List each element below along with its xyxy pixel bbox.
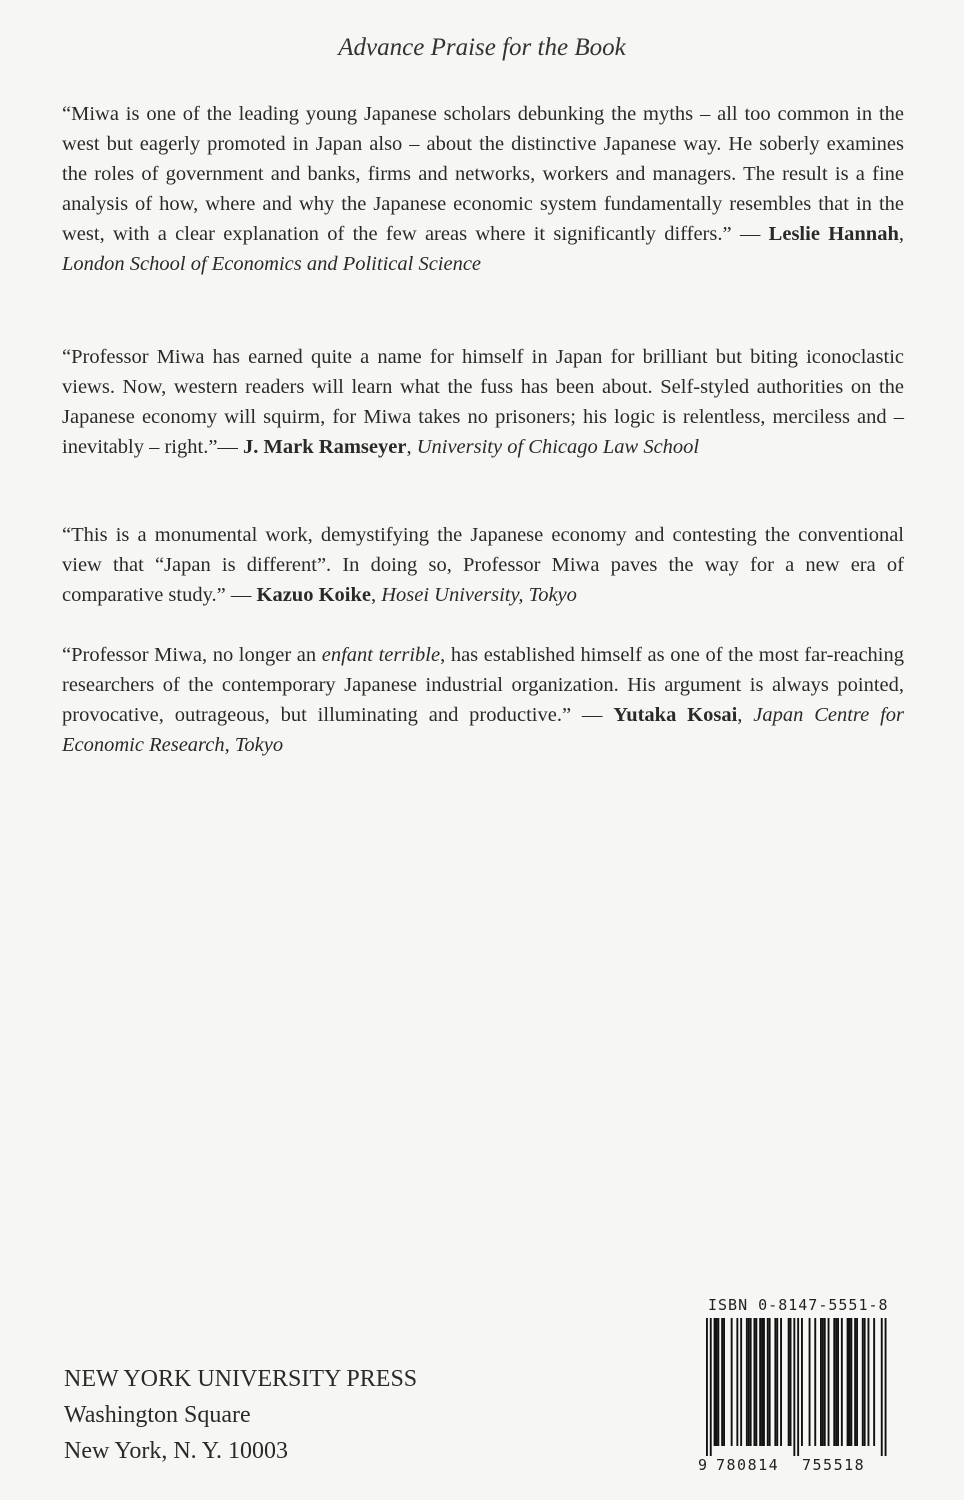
barcode-bar bbox=[721, 1318, 723, 1446]
barcode-bar bbox=[740, 1318, 742, 1446]
praise-quote-4 bbox=[62, 640, 904, 760]
quote-author: Leslie Hannah bbox=[768, 223, 899, 245]
quote-text: “Professor Miwa has earned quite a name for himself in Japan for brilliant but biting iconoclastic views. Now, western readers will learn what the fuss has been about. Self-styled authorities on the Japanese economy will squirm, for Miwa takes no prisoners; his logic is relentless, merciless and – inevitably – right.”— bbox=[62, 346, 904, 458]
praise-quote-3 bbox=[62, 520, 904, 610]
publisher-address-line1: Washington Square bbox=[64, 1402, 251, 1428]
quote-affiliation: University of Chicago Law School bbox=[416, 436, 700, 458]
barcode-bar bbox=[769, 1318, 771, 1446]
quote-text: , has established himself as one of the most far-reaching researchers of the contemporary Japanese industrial organization. His argument is always pointed, provocative, outrageous, but illuminating and productive.” — bbox=[62, 644, 904, 726]
barcode-bar bbox=[868, 1318, 870, 1446]
barcode-bar bbox=[833, 1318, 835, 1446]
quote-separator: , bbox=[406, 436, 417, 458]
barcode-bar bbox=[776, 1318, 778, 1446]
barcode-bar bbox=[856, 1318, 858, 1446]
barcode-bar bbox=[864, 1318, 866, 1446]
praise-quote-2 bbox=[62, 342, 904, 462]
barcode-bar bbox=[723, 1318, 725, 1446]
praise-quote-1 bbox=[62, 99, 904, 279]
barcode-bar bbox=[824, 1318, 826, 1446]
barcode-guard-bar bbox=[885, 1318, 887, 1456]
barcode-bars bbox=[696, 1318, 896, 1458]
barcode-bar bbox=[862, 1318, 864, 1446]
barcode-bar bbox=[767, 1318, 769, 1446]
quote-affiliation: Japan Centre for Economic Research, Tokyo bbox=[62, 704, 904, 756]
barcode-bar bbox=[716, 1318, 718, 1446]
isbn-label: ISBN 0-8147-5551-8 bbox=[708, 1296, 889, 1314]
barcode-guard-bar bbox=[793, 1318, 795, 1456]
barcode-bar bbox=[822, 1318, 824, 1446]
barcode-bar bbox=[755, 1318, 757, 1446]
barcode-guard-bar bbox=[706, 1318, 708, 1456]
barcode-bar bbox=[873, 1318, 875, 1446]
barcode-bar bbox=[759, 1318, 761, 1446]
barcode-bar bbox=[809, 1318, 811, 1446]
barcode-guard-bar bbox=[797, 1318, 799, 1456]
quote-emphasis: enfant terrible bbox=[321, 644, 441, 666]
barcode-bar bbox=[790, 1318, 792, 1446]
barcode-bar bbox=[731, 1318, 733, 1446]
barcode-bar bbox=[746, 1318, 748, 1446]
barcode-bar bbox=[788, 1318, 790, 1446]
barcode-lead-digit: 9 bbox=[698, 1456, 709, 1474]
quote-text-pre: “Professor Miwa, no longer an bbox=[62, 644, 322, 666]
barcode-left-digits: 780814 bbox=[716, 1456, 780, 1474]
barcode-bar bbox=[850, 1318, 852, 1446]
barcode-bar bbox=[820, 1318, 822, 1446]
barcode-bar bbox=[717, 1318, 719, 1446]
quote-separator: , bbox=[737, 704, 754, 726]
barcode-bar bbox=[849, 1318, 851, 1446]
barcode-bar bbox=[761, 1318, 763, 1446]
quote-affiliation: London School of Economics and Political Science bbox=[62, 253, 482, 275]
quote-affiliation: Hosei University, Tokyo bbox=[381, 584, 577, 606]
barcode-bar bbox=[801, 1318, 803, 1446]
quote-separator: , bbox=[898, 223, 904, 245]
quote-text: “This is a monumental work, demystifying the Japanese economy and contesting the conventional view that “Japan is different”. In doing so, Professor Miwa paves the way for a new era of comparative study.” — bbox=[62, 524, 904, 606]
publisher-address-line2: New York, N. Y. 10003 bbox=[64, 1438, 289, 1464]
barcode-right-digits: 755518 bbox=[802, 1456, 866, 1474]
quote-separator: , bbox=[370, 584, 382, 606]
barcode-bar bbox=[736, 1318, 738, 1446]
barcode-bar bbox=[835, 1318, 837, 1446]
praise-heading: Advance Praise for the Book bbox=[338, 34, 626, 61]
barcode-bar bbox=[780, 1318, 782, 1446]
barcode-bar bbox=[774, 1318, 776, 1446]
barcode-bar bbox=[814, 1318, 816, 1446]
barcode-bar bbox=[841, 1318, 843, 1446]
barcode-bar bbox=[750, 1318, 752, 1446]
barcode-bar bbox=[828, 1318, 830, 1446]
publisher-block bbox=[64, 1361, 417, 1469]
publisher-name: NEW YORK UNIVERSITY PRESS bbox=[64, 1366, 418, 1392]
barcode-guard-bar bbox=[881, 1318, 883, 1456]
barcode-bar bbox=[763, 1318, 765, 1446]
quote-text: “Miwa is one of the leading young Japanese scholars debunking the myths – all too common in the west but eagerly promoted in Japan also – about the distinctive Japanese way. He soberly examines the roles of government and banks, firms and networks, workers and managers. The result is a fine analysis of how, where and why the Japanese economic system fundamentally resembles that in the west, with a clear explanation of the few areas where it significantly differs.” — bbox=[62, 103, 904, 245]
barcode bbox=[696, 1318, 896, 1474]
barcode-bar bbox=[714, 1318, 716, 1446]
quote-author: J. Mark Ramseyer bbox=[243, 436, 407, 458]
barcode-bar bbox=[854, 1318, 856, 1446]
barcode-bar bbox=[847, 1318, 849, 1446]
barcode-bar bbox=[754, 1318, 756, 1446]
barcode-bar bbox=[748, 1318, 750, 1446]
barcode-bar bbox=[837, 1318, 839, 1446]
quote-author: Yutaka Kosai bbox=[613, 704, 738, 726]
barcode-guard-bar bbox=[710, 1318, 712, 1456]
quote-author: Kazuo Koike bbox=[256, 584, 371, 606]
